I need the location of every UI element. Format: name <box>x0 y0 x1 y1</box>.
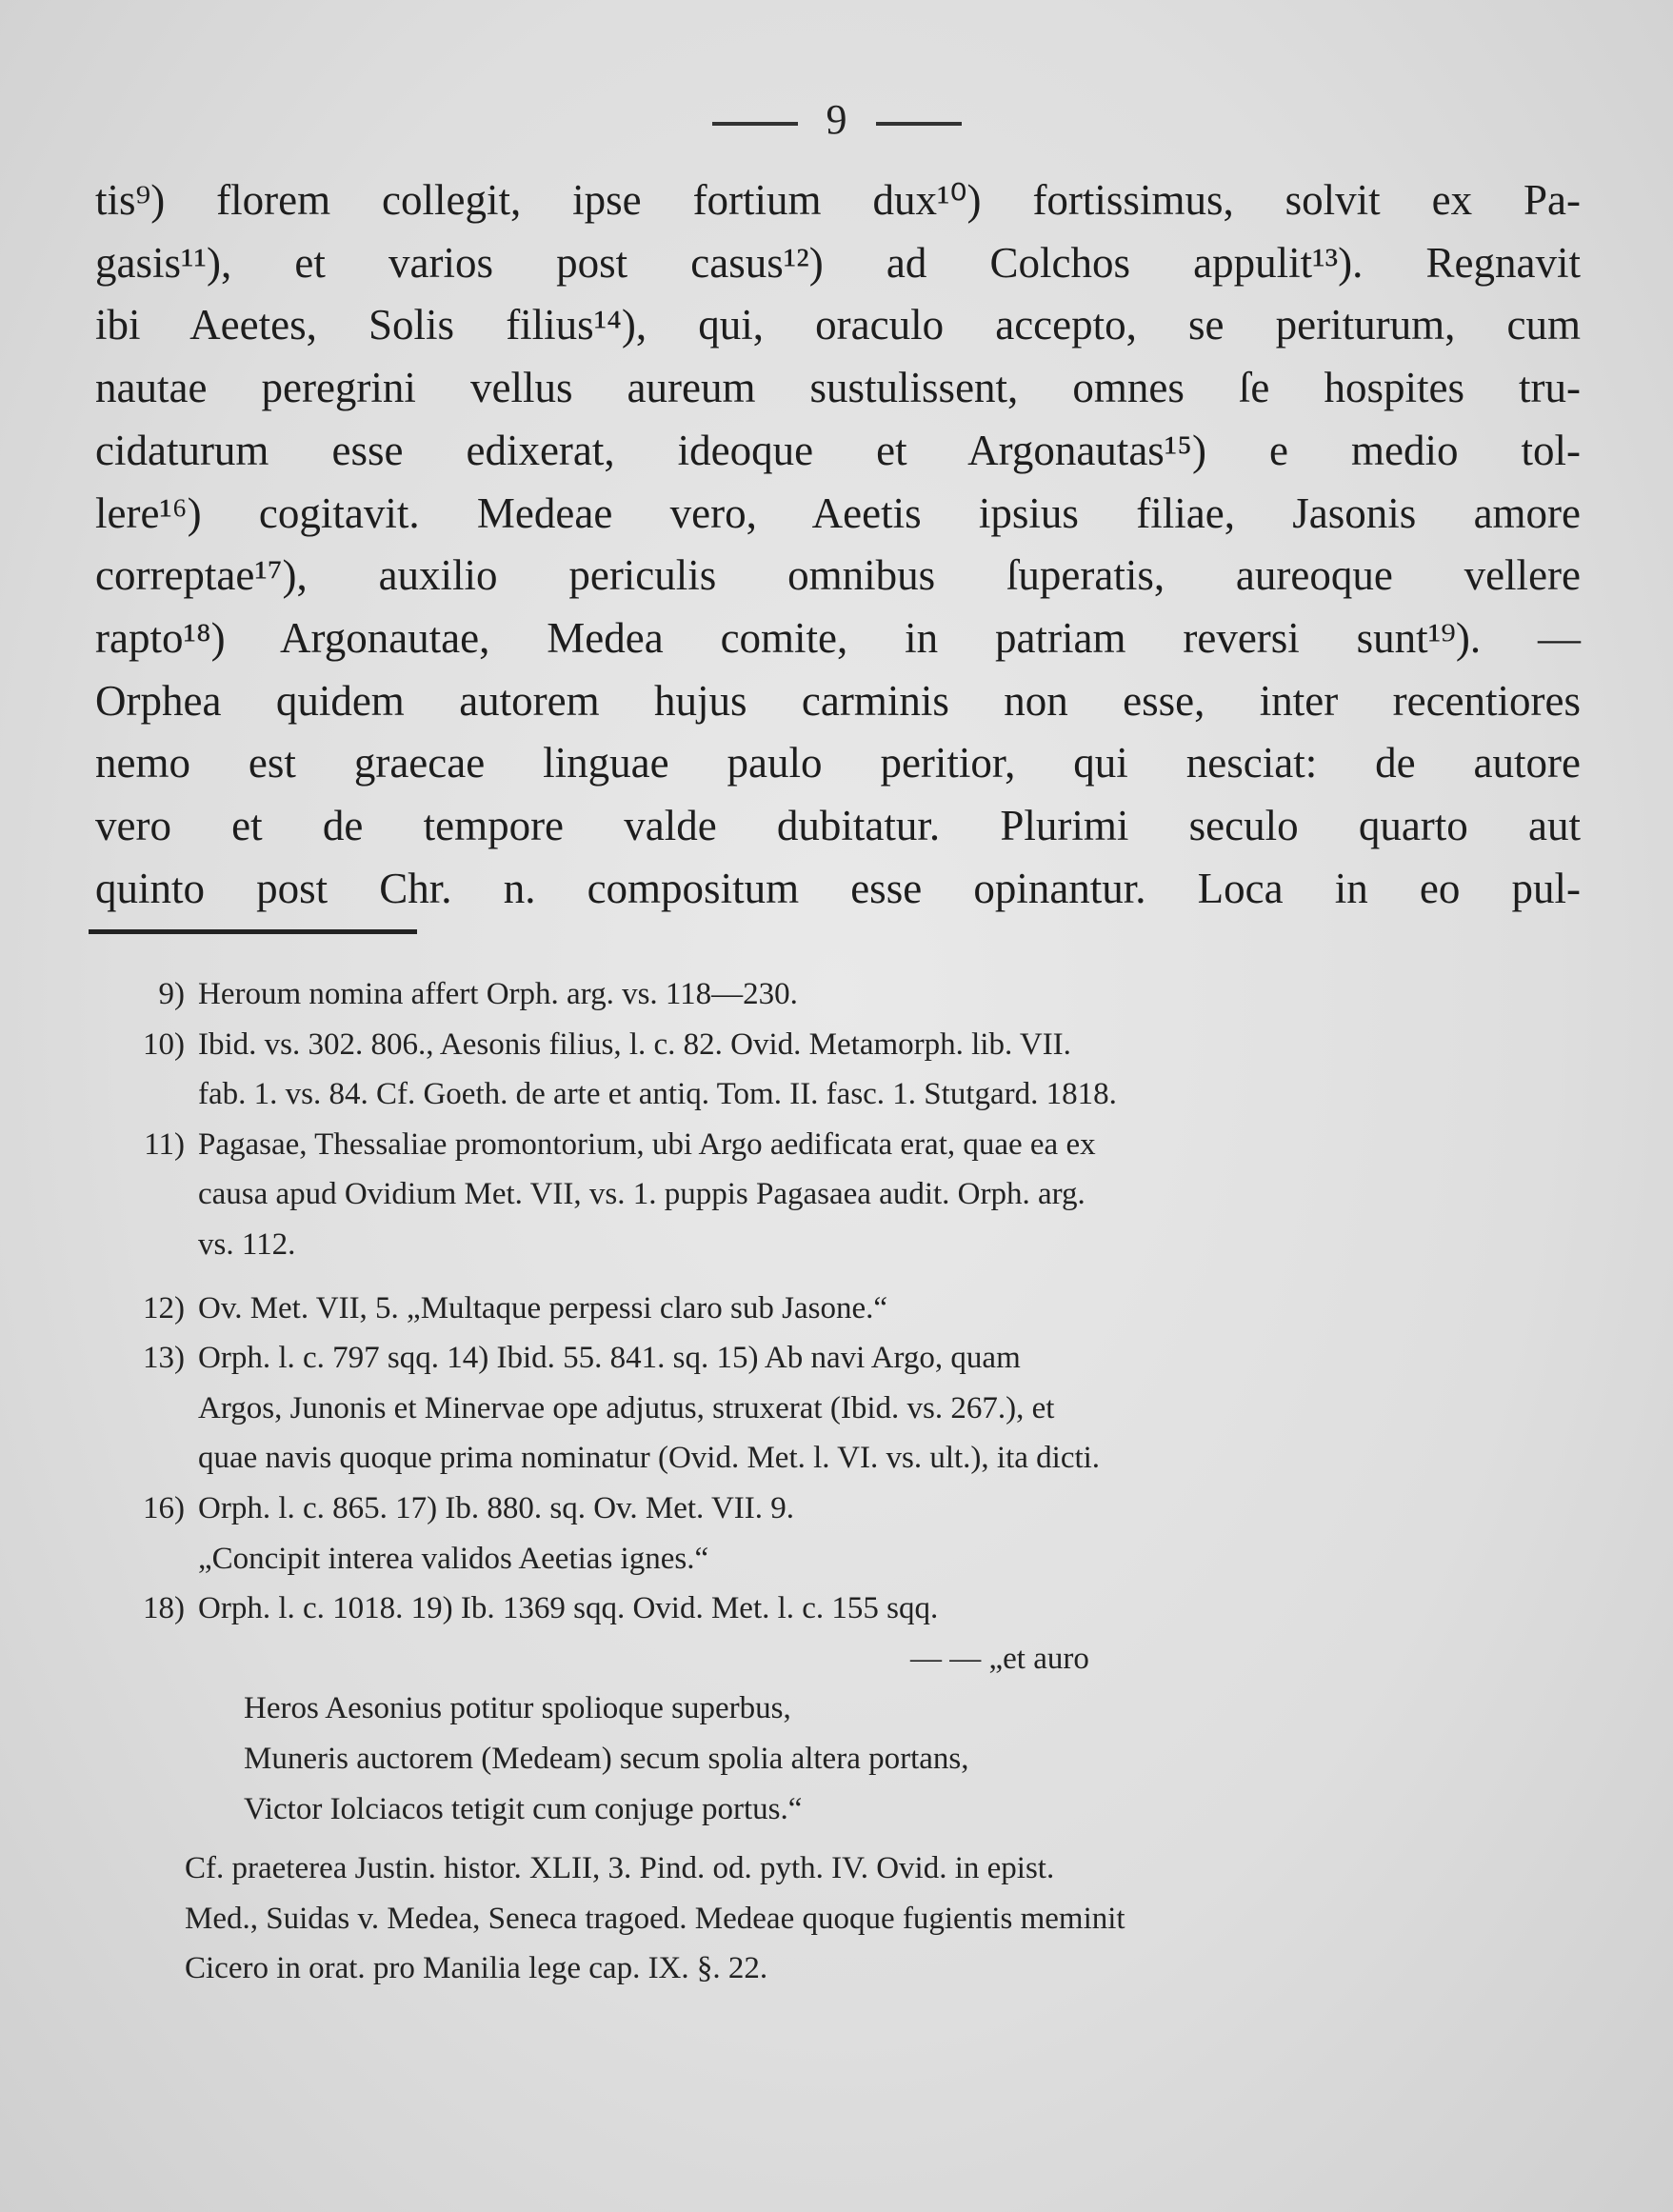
page-header <box>0 95 1673 144</box>
main-line: nemo est graecae linguae paulo peritior, qui nesciat: de autore <box>95 739 1581 787</box>
footnote-line: Heroum nomina affert Orph. arg. vs. 118—230. <box>198 977 798 1011</box>
footnote-line: Orph. l. c. 865. 17) Ib. 880. sq. Ov. Met. VII. 9. <box>198 1490 795 1525</box>
footnote-number: 13) <box>143 1341 185 1376</box>
cf-line: Cf. praeterea Justin. histor. XLII, 3. Pind. od. pyth. IV. Ovid. in epist. <box>185 1851 1055 1886</box>
cf-line: Med., Suidas v. Medea, Seneca tragoed. Medeae quoque fugientis meminit <box>185 1901 1125 1936</box>
verse-line: Muneris auctorem (Medeam) secum spolia altera portans, <box>244 1741 969 1776</box>
footnote <box>122 1284 1560 1334</box>
footnote <box>122 1020 1560 1120</box>
footnotes <box>122 969 1560 1994</box>
verse-line: Heros Aesonius potitur spolioque superbus, <box>244 1691 791 1726</box>
verse-quotation <box>244 1634 1560 1834</box>
footnote-line: Argos, Junonis et Minervae ope adjutus, struxerat (Ibid. vs. 267.), et <box>198 1390 1055 1425</box>
footnote-number: 10) <box>143 1026 185 1062</box>
page-number: 9 <box>826 96 847 143</box>
footnote-number: 12) <box>143 1290 185 1325</box>
cf-line: Cicero in orat. pro Manilia lege cap. IX. §. 22. <box>185 1951 768 1986</box>
footnote-number: 9) <box>158 977 185 1011</box>
footnote-number: 16) <box>143 1490 185 1525</box>
main-line: vero et de tempore valde dubitatur. Plurimi seculo quarto aut <box>95 802 1581 850</box>
footnote-separator <box>89 929 417 934</box>
main-line: ibi Aeetes, Solis filius¹⁴), qui, oraculo accepto, se periturum, cum <box>95 301 1581 349</box>
main-line: correptae¹⁷), auxilio periculis omnibus ſuperatis, aureoque vellere <box>95 551 1581 600</box>
footnote-line: Orph. l. c. 797 sqq. 14) Ibid. 55. 841. sq. 15) Ab navi Argo, quam <box>198 1341 1021 1376</box>
footnote-number: 11) <box>144 1126 185 1162</box>
main-line: tis⁹) florem collegit, ipse fortium dux¹⁰) fortissimus, solvit ex Pa- <box>95 176 1581 224</box>
header-dash-right <box>876 122 962 126</box>
verse-line: Victor Iolciacos tetigit cum conjuge portus.“ <box>244 1791 803 1826</box>
footnote-line: Orph. l. c. 1018. 19) Ib. 1369 sqq. Ovid. Met. l. c. 155 sqq. <box>198 1591 939 1626</box>
main-line: Orphea quidem autorem hujus carminis non esse, inter recentiores <box>95 676 1581 725</box>
footnote <box>122 1333 1560 1484</box>
footnote-line: Pagasae, Thessaliae promontorium, ubi Argo aedificata erat, quae ea ex <box>198 1126 1096 1162</box>
main-line: rapto¹⁸) Argonautae, Medea comite, in patriam reversi sunt¹⁹). — <box>95 613 1581 662</box>
footnote <box>122 1484 1560 1584</box>
footnote-number: 18) <box>143 1591 185 1626</box>
main-text <box>95 169 1581 920</box>
footnote-line: causa apud Ovidium Met. VII, vs. 1. puppis Pagasaea audit. Orph. arg. <box>198 1177 1085 1212</box>
main-line: gasis¹¹), et varios post casus¹²) ad Colchos appulit¹³). Regnavit <box>95 238 1581 287</box>
header-dash-left <box>712 122 798 126</box>
main-line: nautae peregrini vellus aureum sustulissent, omnes ſe hospites tru- <box>95 364 1581 412</box>
footnote-line: fab. 1. vs. 84. Cf. Goeth. de arte et antiq. Tom. II. fasc. 1. Stutgard. 1818. <box>198 1077 1117 1112</box>
footnote-line: quae navis quoque prima nominatur (Ovid. Met. l. VI. vs. ult.), ita dicti. <box>198 1441 1101 1476</box>
footnote <box>122 969 1560 1020</box>
footnote-line: vs. 112. <box>198 1226 296 1262</box>
main-line: lere¹⁶) cogitavit. Medeae vero, Aeetis ipsius filiae, Jasonis amore <box>95 488 1581 537</box>
verse-line: — — „et auro <box>910 1641 1089 1676</box>
main-line: cidaturum esse edixerat, ideoque et Argonautas¹⁵) e medio tol- <box>95 426 1581 474</box>
footnote <box>122 1120 1560 1270</box>
footnote-line: Ibid. vs. 302. 806., Aesonis filius, l. c. 82. Ovid. Metamorph. lib. VII. <box>198 1026 1071 1062</box>
footnote <box>122 1584 1560 1634</box>
footnote-line: Ov. Met. VII, 5. „Multaque perpessi claro sub Jasone.“ <box>198 1290 887 1325</box>
footnote-line: „Concipit interea validos Aeetias ignes.“ <box>198 1541 709 1576</box>
cf-references <box>185 1843 1560 1994</box>
main-line: quinto post Chr. n. compositum esse opinantur. Loca in eo pul- <box>95 864 1581 912</box>
